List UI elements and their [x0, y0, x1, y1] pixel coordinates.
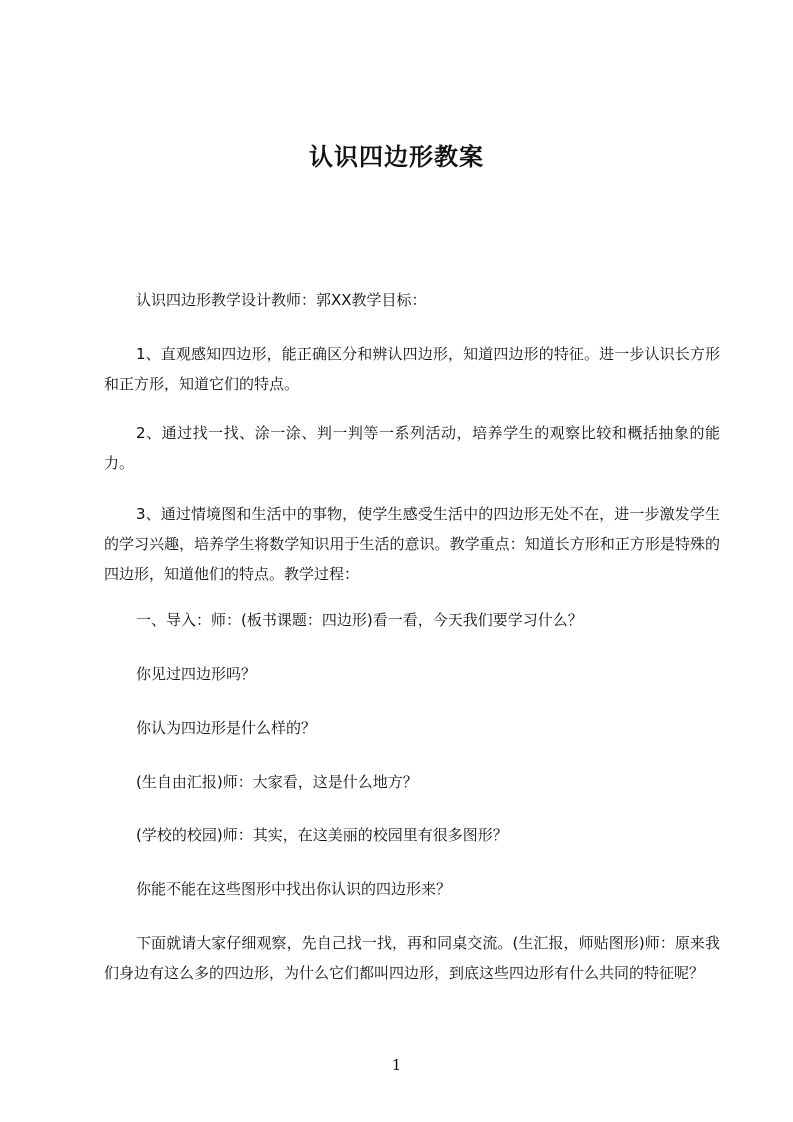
paragraph-question-3: 你能不能在这些图形中找出你认识的四边形来？ — [136, 880, 452, 898]
paragraph-question-2: 你认为四边形是什么样的？ — [136, 719, 317, 737]
paragraph-question-1: 你见过四边形吗？ — [136, 665, 257, 683]
page-number: 1 — [391, 1056, 402, 1074]
paragraph-intro-section: 一、导入：师：(板书课题：四边形)看一看，今天我们要学习什么？ — [136, 611, 583, 629]
document-title: 认识四边形教案 — [309, 143, 484, 171]
paragraph-intro: 认识四边形教学设计教师：郭XX教学目标： — [136, 291, 427, 309]
paragraph-report-1: (生自由汇报)师：大家看，这是什么地方？ — [136, 773, 418, 791]
paragraph-report-2: (学校的校园)师：其实，在这美丽的校园里有很多图形？ — [136, 826, 508, 844]
paragraph-objective-2: 2、通过找一找、涂一涂、判一判等一系列活动，培养学生的观察比较和概括抽象的能力。 — [104, 424, 720, 472]
paragraph-objective-1: 1、直观感知四边形，能正确区分和辨认四边形，知道四边形的特征。进一步认识长方形和正方形，知道它们的特点。 — [104, 345, 720, 393]
paragraph-objective-3: 3、通过情境图和生活中的事物，使学生感受生活中的四边形无处不在，进一步激发学生的学习兴趣，培养学生将数学知识用于生活的意识。教学重点：知道长方形和正方形是特殊的四边形，知道他们的特点。教学过程： — [104, 505, 720, 583]
paragraph-activity: 下面就请大家仔细观察，先自己找一找，再和同桌交流。(生汇报，师贴图形)师：原来我们身边有这么多的四边形，为什么它们都叫四边形，到底这些四边形有什么共同的特征呢？ — [104, 934, 720, 982]
